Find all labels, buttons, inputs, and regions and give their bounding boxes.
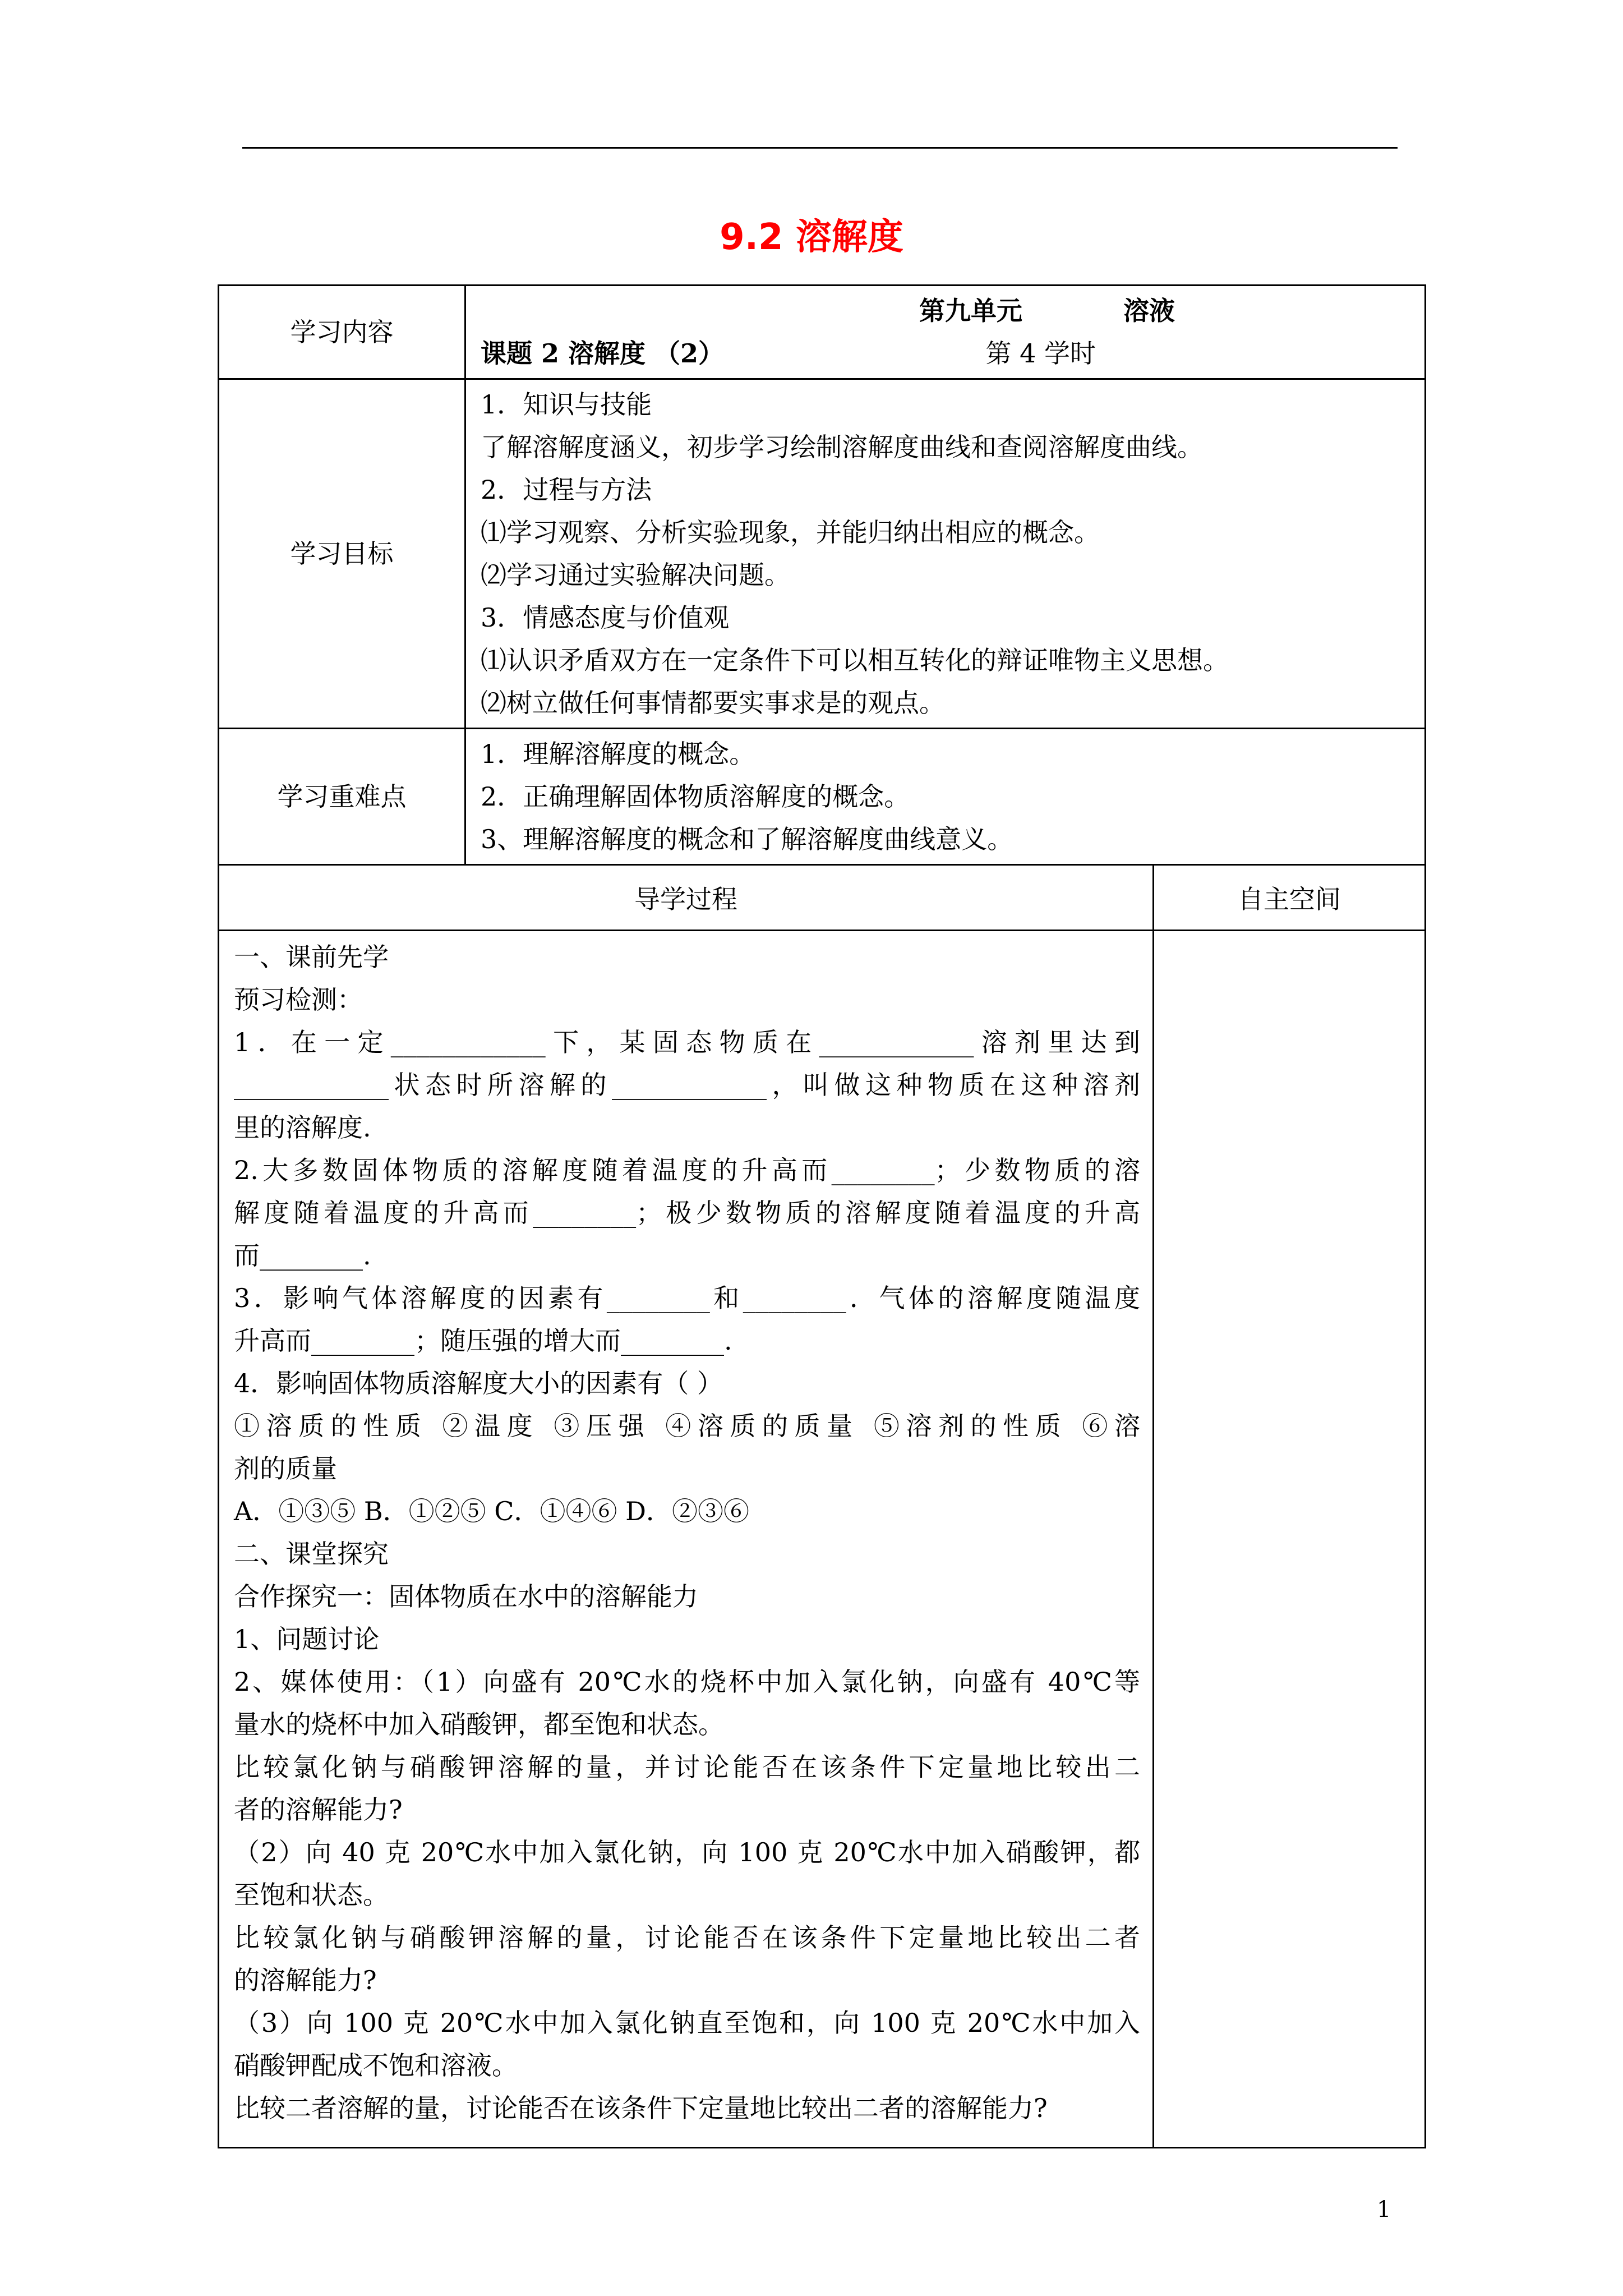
goal-line: ⑵学习通过实验解决问题。 [481, 560, 790, 590]
guide-line: （2）向 40 克 20℃水中加入氯化钠，向 100 克 20℃水中加入硝酸钾，都 [234, 1837, 1140, 1867]
goal-line: ⑴学习观察、分析实验现象，并能归纳出相应的概念。 [481, 517, 1100, 547]
goal-line: 2．过程与方法 [481, 475, 652, 505]
key-point-line: 3、理解溶解度的概念和了解溶解度曲线意义。 [481, 824, 1013, 854]
guide-line: 1．在一定____________下，某固态物质在____________溶剂里达到 [234, 1027, 1140, 1057]
row-guide-content [219, 931, 1426, 2148]
unit-line [481, 289, 1410, 332]
header-rule [242, 147, 1398, 149]
row-key-points [219, 729, 1426, 865]
guide-line: 比较氯化钠与硝酸钾溶解的量，并讨论能否在该条件下定量地比较出二 [234, 1752, 1140, 1782]
page-number: 1 [1377, 2197, 1391, 2223]
guide-line: 2.大多数固体物质的溶解度随着温度的升高而________；少数物质的溶 [234, 1155, 1140, 1185]
guide-line: 量水的烧杯中加入硝酸钾，都至饱和状态。 [234, 1709, 724, 1740]
goal-line: 了解溶解度涵义，初步学习绘制溶解度曲线和查阅溶解度曲线。 [481, 432, 1203, 462]
guide-line: ①溶质的性质 ②温度 ③压强 ④溶质的质量 ⑤溶剂的性质 ⑥溶 [234, 1411, 1140, 1441]
key-point-line: 1．理解溶解度的概念。 [481, 739, 755, 769]
self-study-space-cell[interactable] [1154, 931, 1426, 2148]
guide-line: 里的溶解度. [234, 1112, 371, 1143]
guide-line: 者的溶解能力? [234, 1795, 403, 1825]
label-key-points: 学习重难点 [219, 729, 465, 865]
row-study-goals [219, 379, 1426, 729]
self-study-space-header: 自主空间 [1154, 865, 1426, 931]
goal-line: 1．知识与技能 [481, 389, 652, 420]
guide-process-header: 导学过程 [219, 865, 1154, 931]
guide-line: 而________. [234, 1240, 371, 1271]
guide-process-cell [219, 931, 1154, 2148]
row-study-content [219, 286, 1426, 379]
lesson-line [481, 332, 1410, 375]
guide-line: 比较氯化钠与硝酸钾溶解的量，讨论能否在该条件下定量地比较出二者 [234, 1922, 1140, 1953]
goal-line: 3．情感态度与价值观 [481, 602, 730, 633]
guide-line: 1、问题讨论 [234, 1624, 380, 1654]
guide-line: 硝酸钾配成不饱和溶液。 [234, 2050, 518, 2081]
lesson-plan-table [218, 284, 1426, 2148]
guide-line: 一、课前先学 [234, 942, 389, 972]
lesson-title: 课题 2 溶解度 （2） [481, 338, 725, 369]
guide-line: 2、媒体使用：（1）向盛有 20℃水的烧杯中加入氯化钠，向盛有 40℃等 [234, 1667, 1140, 1697]
key-points-cell [465, 729, 1426, 865]
study-content-cell [465, 286, 1426, 379]
guide-line: 合作探究一：固体物质在水中的溶解能力 [234, 1581, 698, 1612]
row-section-headers [219, 865, 1426, 931]
guide-line: 升高而________；随压强的增大而________. [234, 1326, 732, 1356]
guide-line: 解度随着温度的升高而________；极少数物质的溶解度随着温度的升高 [234, 1198, 1140, 1228]
goal-line: ⑴认识矛盾双方在一定条件下可以相互转化的辩证唯物主义思想。 [481, 645, 1229, 675]
guide-line: 3．影响气体溶解度的因素有________和________．气体的溶解度随温度 [234, 1283, 1140, 1313]
label-study-content: 学习内容 [219, 286, 465, 379]
guide-line: 二、课堂探究 [234, 1539, 389, 1569]
page-title: 9.2 溶解度 [720, 217, 903, 258]
study-goals-cell [465, 379, 1426, 729]
guide-line: 的溶解能力? [234, 1965, 377, 1995]
guide-line: 剂的质量 [234, 1453, 337, 1484]
guide-line: A．①③⑤ B．①②⑤ C．①④⑥ D．②③⑥ [234, 1496, 749, 1526]
guide-line: 4．影响固体物质溶解度大小的因素有（ ） [234, 1368, 723, 1398]
goal-line: ⑵树立做任何事情都要实事求是的观点。 [481, 688, 945, 718]
guide-line: 比较二者溶解的量，讨论能否在该条件下定量地比较出二者的溶解能力? [234, 2093, 1048, 2123]
label-study-goals: 学习目标 [219, 379, 465, 729]
guide-line: ____________状态时所溶解的____________，叫做这种物质在这种溶剂 [234, 1070, 1140, 1100]
key-point-line: 2．正确理解固体物质溶解度的概念。 [481, 781, 910, 812]
guide-line: （3）向 100 克 20℃水中加入氯化钠直至饱和，向 100 克 20℃水中加入 [234, 2008, 1140, 2038]
unit-topic: 溶液 [1123, 296, 1175, 326]
guide-line: 至饱和状态。 [234, 1880, 389, 1910]
guide-line: 预习检测： [234, 984, 363, 1015]
lesson-period: 第 4 学时 [985, 338, 1096, 369]
unit-name: 第九单元 [919, 296, 1022, 326]
